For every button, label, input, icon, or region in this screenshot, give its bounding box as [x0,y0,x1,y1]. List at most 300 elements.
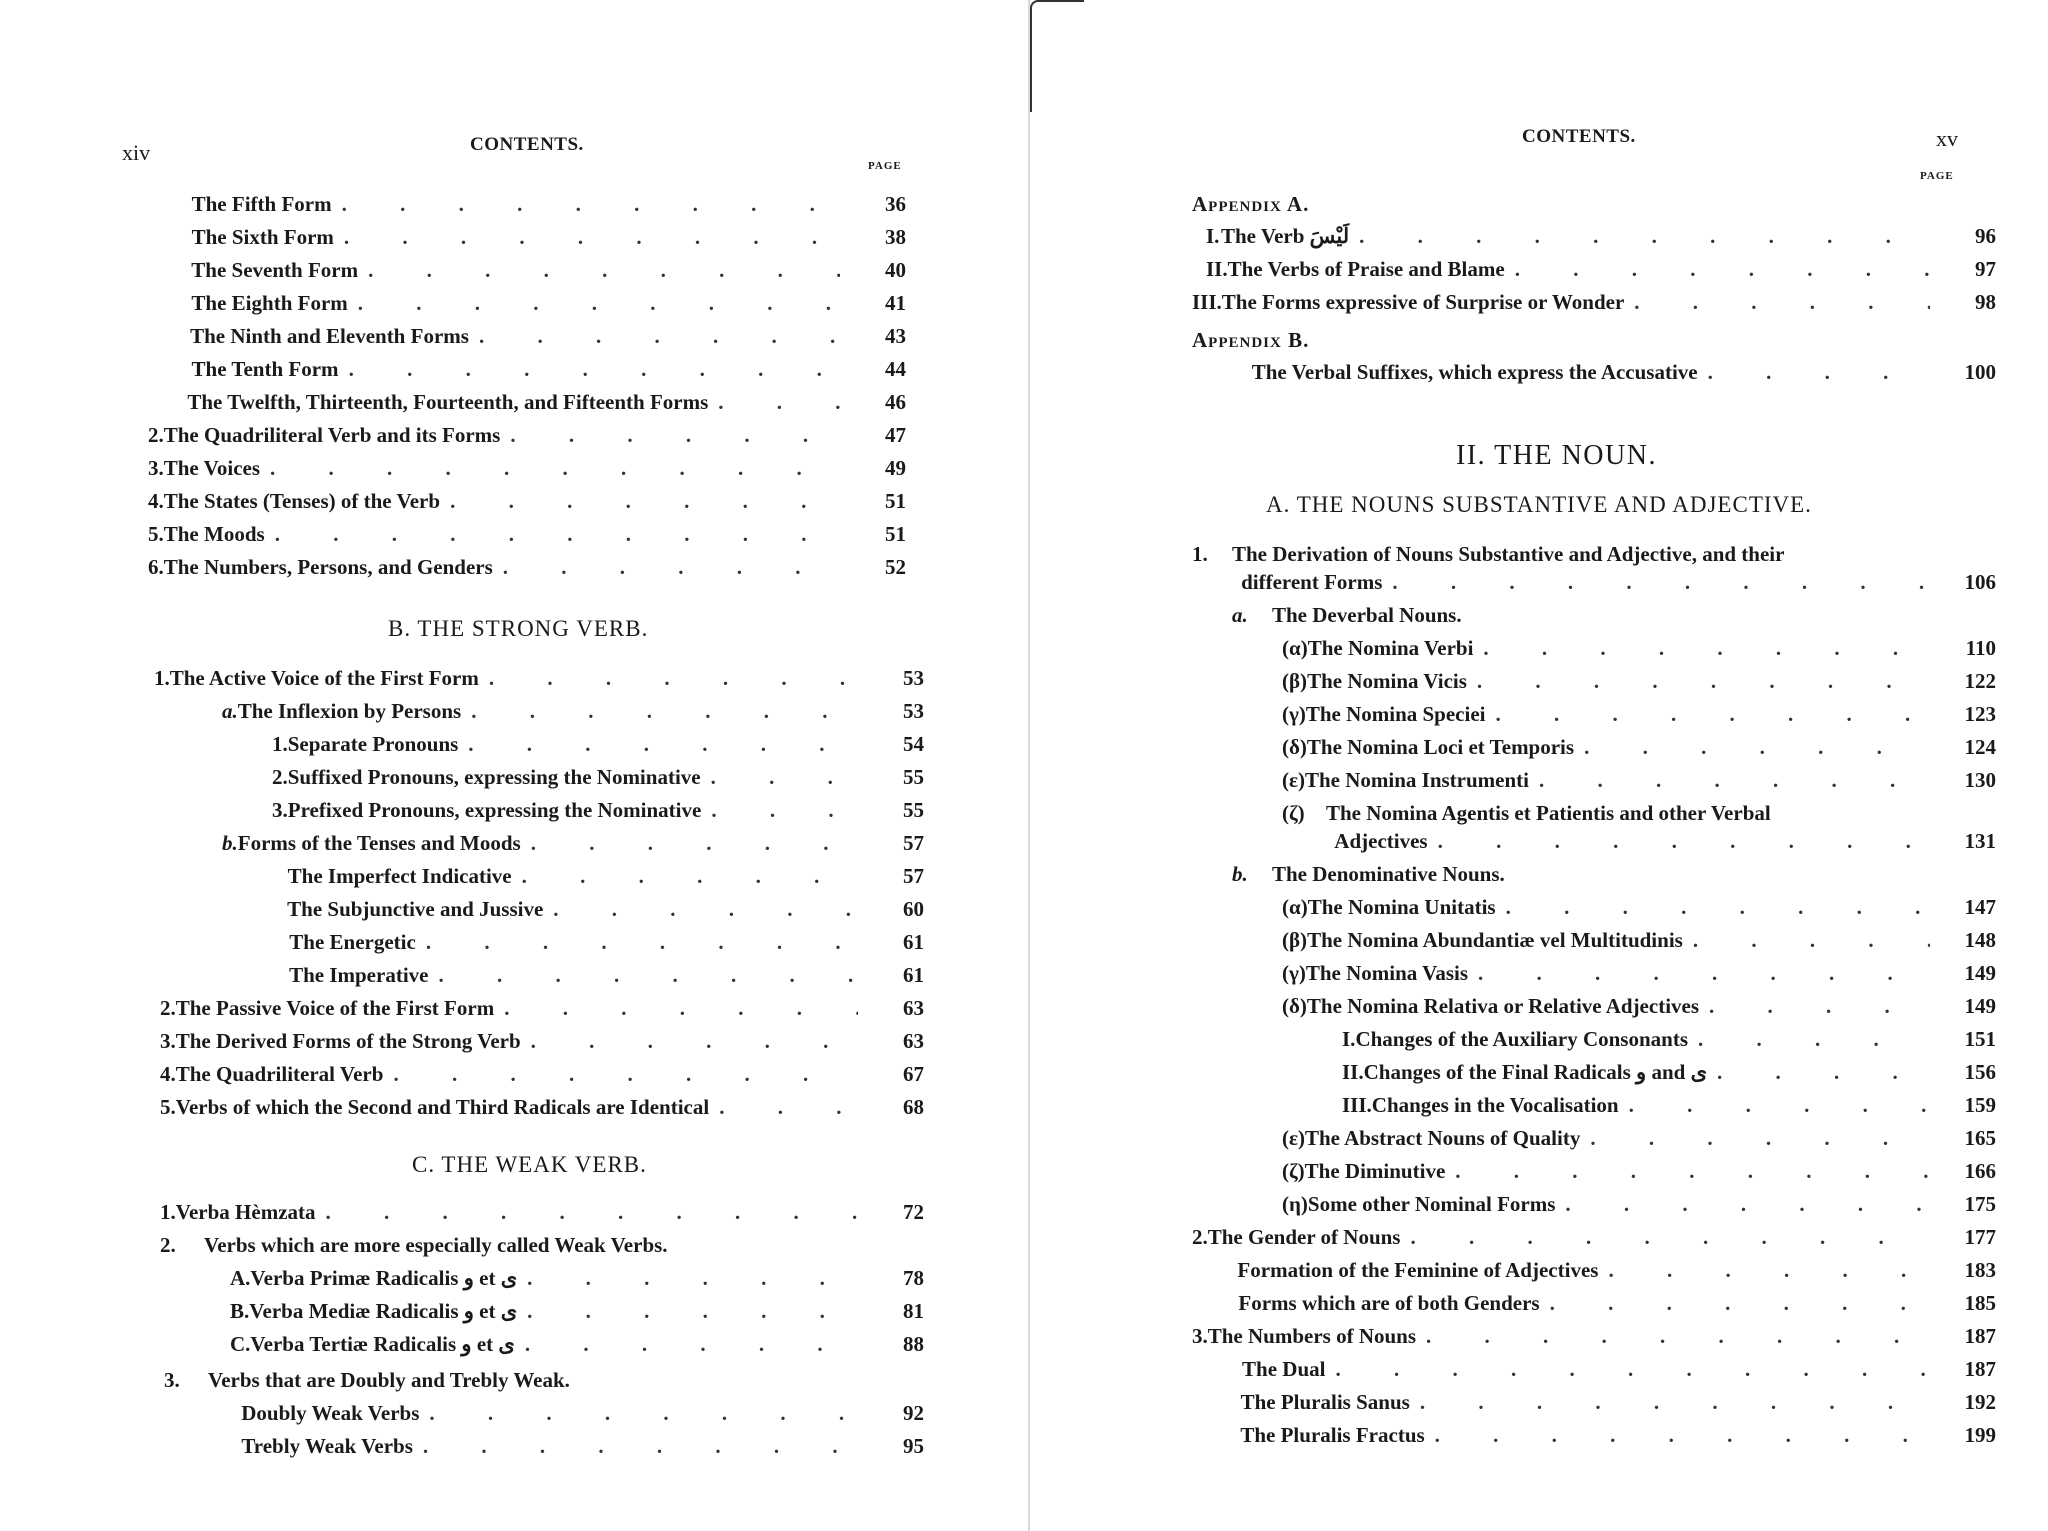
toc-entry-title: Verbs that are Doubly and Trebly Weak. [208,1368,570,1392]
toc-entry-page: 96 [1975,224,1996,248]
toc-entry-number: C. [230,1332,251,1356]
dot-leader [429,1401,858,1425]
dot-leader [1455,1159,1930,1183]
toc-entry [282,897,924,921]
dot-leader [1698,1027,1930,1051]
toc-entry-page: 47 [885,423,906,447]
dot-leader [1550,1291,1930,1315]
dot-leader [393,1062,858,1086]
toc-entry-number: A. [230,1266,251,1290]
dot-leader [368,258,840,282]
toc-entry [1282,636,1996,660]
toc-entry-page: 97 [1975,257,1996,281]
toc-entry-number: (γ) [1282,702,1306,726]
toc-entry-page: 53 [903,666,924,690]
toc-entry [148,423,906,447]
dot-leader [1709,994,1930,1018]
toc-entry-page: 44 [885,357,906,381]
dot-leader [1693,928,1930,952]
toc-entry-page: 122 [1964,669,1996,693]
dot-leader [522,864,858,888]
toc-entry [230,1299,924,1323]
toc-entry-page: 110 [1965,636,1996,660]
toc-entry [148,489,906,513]
toc-entry-title: The Pluralis Fractus [1240,1423,1425,1447]
toc-entry [282,864,924,888]
appendix-a-heading: Appendix A. [1192,192,1310,216]
toc-entry-title: The Deverbal Nouns. [1272,603,1462,627]
toc-entry-page: 36 [885,192,906,216]
toc-entry [272,798,924,822]
toc-entry-page: 67 [903,1062,924,1086]
toc-entry [160,1200,924,1224]
toc-entry-title: The Nomina Abundantiæ vel Multitudinis [1307,928,1683,952]
dot-leader [358,291,840,315]
dot-leader [718,390,840,414]
toc-entry-title: The Nomina Vicis [1307,669,1467,693]
toc-entry-title: Prefixed Pronouns, expressing the Nominative [287,798,702,822]
dot-leader [1438,829,1930,853]
toc-entry [160,1233,924,1257]
toc-entry-number: 6. [148,555,164,579]
toc-entry-page: 57 [903,831,924,855]
toc-entry-number: II. [1342,1060,1364,1084]
dot-leader [468,732,858,756]
toc-entry [1192,1225,1996,1249]
toc-entry-page: 124 [1964,735,1996,759]
dot-leader [531,831,858,855]
toc-entry-title: The Quadriliteral Verb and its Forms [163,423,501,447]
toc-entry-page: 61 [903,963,924,987]
toc-entry-title: Changes of the Auxiliary Consonants [1355,1027,1688,1051]
toc-entry [1282,1192,1996,1216]
toc-entry-page: 123 [1964,702,1996,726]
toc-entry-title: Verba Mediæ Radicalis و et ى [249,1299,518,1323]
toc-entry [230,1332,924,1356]
toc-entry [1232,570,1996,594]
page-number: xv [1936,126,1958,151]
dot-leader [531,1029,858,1053]
toc-entry-title: The Energetic [289,930,416,954]
toc-entry-title: The Verbs of Praise and Blame [1227,257,1505,281]
appendix-b-heading: Appendix B. [1192,328,1310,352]
toc-entry-title: The Quadriliteral Verb [175,1062,384,1086]
toc-entry-title: Forms of the Tenses and Moods [237,831,521,855]
toc-entry-page: 177 [1964,1225,1996,1249]
toc-entry-title: The Derived Forms of the Strong Verb [175,1029,521,1053]
toc-entry-title: Formation of the Feminine of Adjectives [1237,1258,1599,1282]
page-column-label: PAGE [868,160,902,172]
dot-leader [553,897,858,921]
toc-entry-title: different Forms [1241,570,1383,594]
dot-leader [423,1434,858,1458]
toc-entry [1342,1060,1996,1084]
toc-entry-title: Forms which are of both Genders [1238,1291,1540,1315]
dot-leader [326,1200,858,1224]
toc-entry-number: (ζ) [1282,1159,1305,1183]
toc-entry-title: The Derivation of Nouns Substantive and Adjective, and their [1232,542,1785,566]
dot-leader [1420,1390,1930,1414]
toc-entry-number: 2. [160,996,176,1020]
dot-leader [471,699,858,723]
toc-entry-number: III. [1342,1093,1372,1117]
toc-entry-page: 63 [903,1029,924,1053]
toc-entry-page: 148 [1964,928,1996,952]
toc-entry-number: (γ) [1282,961,1306,985]
toc-entry-title: The Nomina Relativa or Relative Adjectives [1306,994,1700,1018]
dot-leader [1435,1423,1930,1447]
toc-entry-page: 46 [885,390,906,414]
toc-entry [1206,257,1996,281]
toc-entry [222,831,924,855]
page-number: xiv [122,140,151,165]
toc-entry-title: The Verbal Suffixes, which express the Accusative [1251,360,1698,384]
toc-entry-title: The Abstract Nouns of Quality [1304,1126,1581,1150]
toc-entry-title: Verba Tertiæ Radicalis و et ى [250,1332,515,1356]
toc-entry-title: The Diminutive [1304,1159,1446,1183]
toc-entry-page: 43 [885,324,906,348]
toc-entry-number: 2. [160,1233,176,1257]
dot-leader [510,423,840,447]
toc-entry [1282,994,1996,1018]
dot-leader [270,456,840,480]
page-gutter [1028,0,1030,1531]
toc-entry-number: B. [230,1299,250,1323]
toc-entry-page: 88 [903,1332,924,1356]
toc-entry-page: 81 [903,1299,924,1323]
toc-entry-title: The Denominative Nouns. [1272,862,1505,886]
toc-entry-number: 1. [272,732,288,756]
toc-entry-number: (ε) [1282,768,1305,792]
toc-entry-page: 55 [903,798,924,822]
toc-entry-number: II. [1206,257,1228,281]
toc-entry [148,522,906,546]
dot-leader [527,1299,858,1323]
toc-entry [1232,1423,1996,1447]
toc-entry [1282,961,1996,985]
toc-entry [160,996,924,1020]
dot-leader [1708,360,1930,384]
page-column-label: PAGE [1920,170,1954,182]
toc-entry [1232,1390,1996,1414]
dot-leader [711,798,858,822]
dot-leader [1634,290,1930,314]
dot-leader [1495,702,1930,726]
dot-leader [1717,1060,1930,1084]
toc-entry-page: 41 [885,291,906,315]
toc-entry [1232,1357,1996,1381]
toc-entry-page: 175 [1964,1192,1996,1216]
left-page [0,0,1020,1531]
dot-leader [1539,768,1930,792]
toc-entry-title: The Nomina Loci et Temporis [1306,735,1575,759]
dot-leader [503,555,840,579]
dot-leader [1359,224,1930,248]
toc-entry [160,1095,924,1119]
section-heading-strong-verb: B. THE STRONG VERB. [388,616,649,641]
toc-entry-page: 166 [1964,1159,1996,1183]
toc-entry-page: 51 [885,489,906,513]
toc-entry-page: 49 [885,456,906,480]
toc-entry-title: The Nomina Agentis et Patientis and other Verbal [1326,801,1771,825]
toc-entry-title: The Nomina Unitatis [1307,895,1496,919]
toc-entry-title: The Numbers of Nouns [1207,1324,1417,1348]
toc-entry-title: The Moods [163,522,265,546]
dot-leader [1506,895,1930,919]
dot-leader [1565,1192,1930,1216]
toc-entry-page: 61 [903,930,924,954]
toc-entry-title: The Voices [163,456,261,480]
toc-entry-number: (β) [1282,928,1308,952]
toc-entry-title: The Nomina Vasis [1305,961,1469,985]
toc-entry-number: 1. [160,1200,176,1224]
section-heading-nouns: A. THE NOUNS SUBSTANTIVE AND ADJECTIVE. [1266,492,1812,517]
dot-leader [349,357,840,381]
dot-leader [489,666,858,690]
toc-entry [272,765,924,789]
toc-entry-page: 78 [903,1266,924,1290]
toc-entry-number: 1. [154,666,170,690]
dot-leader [527,1266,858,1290]
toc-entry-page: 131 [1964,829,1996,853]
toc-entry-number: a. [222,699,238,723]
toc-entry [1192,290,1996,314]
dot-leader [1515,257,1930,281]
toc-entry-title: The Gender of Nouns [1207,1225,1401,1249]
toc-entry [154,666,924,690]
toc-entry-number: a. [1232,603,1248,627]
toc-entry-title: The Nomina Verbi [1307,636,1474,660]
toc-entry [1282,895,1996,919]
toc-entry [1282,801,1996,825]
toc-entry-number: (δ) [1282,735,1307,759]
toc-entry [1282,1159,1996,1183]
toc-entry [1232,862,1996,886]
toc-entry-number: (η) [1282,1192,1308,1216]
toc-entry-page: 199 [1964,1423,1996,1447]
toc-entry-number: 3. [1192,1324,1208,1348]
toc-entry [1192,542,1996,566]
toc-entry-page: 54 [903,732,924,756]
dot-leader [438,963,858,987]
dot-leader [1410,1225,1930,1249]
toc-entry-page: 72 [903,1200,924,1224]
toc-entry-page: 51 [885,522,906,546]
toc-entry [1342,1027,1996,1051]
toc-entry-page: 187 [1964,1324,1996,1348]
toc-entry [234,1434,924,1458]
toc-entry-number: b. [222,831,238,855]
toc-entry-page: 151 [1964,1027,1996,1051]
toc-entry-number: 3. [160,1029,176,1053]
dot-leader [426,930,858,954]
dot-leader [1629,1093,1930,1117]
toc-entry [1282,928,1996,952]
toc-entry-title: Verba Hèmzata [175,1200,316,1224]
toc-entry [186,225,906,249]
toc-entry [222,699,924,723]
dot-leader [479,324,840,348]
dot-leader [1426,1324,1930,1348]
toc-entry-title: The Imperative [289,963,429,987]
toc-entry-title: The Dual [1242,1357,1326,1381]
toc-entry [1282,735,1996,759]
toc-entry [186,258,906,282]
toc-entry-page: 106 [1964,570,1996,594]
toc-entry-title: Verba Primæ Radicalis و et ى [250,1266,518,1290]
toc-entry-page: 147 [1964,895,1996,919]
toc-entry [230,1266,924,1290]
toc-entry-title: The Inflexion by Persons [237,699,462,723]
toc-entry-number: I. [1206,224,1220,248]
toc-entry [1232,1258,1996,1282]
toc-entry-page: 149 [1964,994,1996,1018]
dot-leader [719,1095,858,1119]
toc-entry-title: The Verb لَيْسَ [1220,224,1350,248]
right-page [1036,0,2048,1531]
toc-entry-number: 4. [160,1062,176,1086]
toc-entry-page: 149 [1964,961,1996,985]
dot-leader [275,522,840,546]
toc-entry [1232,1291,1996,1315]
toc-entry [272,732,924,756]
dot-leader [1608,1258,1930,1282]
dot-leader [1584,735,1930,759]
toc-entry-page: 183 [1964,1258,1996,1282]
toc-entry [1326,829,1996,853]
dot-leader [711,765,858,789]
toc-entry [1192,1324,1996,1348]
toc-entry-page: 60 [903,897,924,921]
toc-entry [234,1401,924,1425]
toc-entry [186,357,906,381]
section-heading-weak-verb: C. THE WEAK VERB. [412,1152,647,1177]
toc-entry [1206,224,1996,248]
toc-entry-page: 52 [885,555,906,579]
toc-entry [148,555,906,579]
part-heading-noun: II. THE NOUN. [1456,440,1657,471]
toc-entry-number: (ε) [1282,1126,1305,1150]
toc-entry-page: 187 [1964,1357,1996,1381]
toc-entry-page: 55 [903,765,924,789]
toc-entry-title: The Passive Voice of the First Form [175,996,495,1020]
toc-entry-page: 38 [885,225,906,249]
toc-entry [160,1029,924,1053]
toc-entry-number: 3. [148,456,164,480]
running-head: CONTENTS. [1522,126,1636,147]
toc-entry-title: The Active Voice of the First Form [169,666,479,690]
toc-entry [1282,702,1996,726]
toc-entry-page: 57 [903,864,924,888]
dot-leader [504,996,858,1020]
toc-entry [186,192,906,216]
toc-entry [160,1062,924,1086]
toc-entry [186,324,906,348]
toc-entry-number: 2. [1192,1225,1208,1249]
running-head: CONTENTS. [470,134,584,155]
toc-entry [282,930,924,954]
toc-entry-number: I. [1342,1027,1356,1051]
toc-entry-title: Some other Nominal Forms [1307,1192,1556,1216]
toc-entry-title: The Sixth Form [191,225,334,249]
toc-entry-title: The Numbers, Persons, and Genders [163,555,493,579]
toc-entry-page: 98 [1975,290,1996,314]
toc-entry-page: 100 [1964,360,1996,384]
toc-entry [186,390,906,414]
toc-entry-number: 3. [272,798,288,822]
dot-leader [525,1332,858,1356]
toc-entry-page: 92 [903,1401,924,1425]
toc-entry-title: The Eighth Form [191,291,348,315]
dot-leader [1335,1357,1930,1381]
toc-entry-page: 185 [1964,1291,1996,1315]
toc-entry-number: 1. [1192,542,1208,566]
toc-entry-title: The Pluralis Sanus [1240,1390,1410,1414]
toc-entry-title: The Seventh Form [191,258,359,282]
toc-entry-title: Doubly Weak Verbs [241,1401,420,1425]
toc-entry [148,456,906,480]
dot-leader [1483,636,1930,660]
toc-entry-title: Changes in the Vocalisation [1371,1093,1619,1117]
toc-entry-title: The Nomina Instrumenti [1304,768,1529,792]
toc-entry-page: 68 [903,1095,924,1119]
toc-entry [186,291,906,315]
toc-entry [164,1368,924,1392]
toc-entry-page: 159 [1964,1093,1996,1117]
toc-entry-number: 3. [164,1368,180,1392]
toc-entry-page: 53 [903,699,924,723]
toc-entry [1282,1126,1996,1150]
toc-entry-number: III. [1192,290,1222,314]
toc-entry-number: 4. [148,489,164,513]
toc-entry-title: The Forms expressive of Surprise or Wonder [1221,290,1625,314]
toc-entry-number: b. [1232,862,1248,886]
dot-leader [1590,1126,1930,1150]
toc-entry [1232,603,1996,627]
toc-entry-number: 2. [272,765,288,789]
toc-entry-number: (α) [1282,895,1308,919]
dot-leader [344,225,840,249]
dot-leader [342,192,840,216]
toc-entry-page: 192 [1964,1390,1996,1414]
toc-entry-title: Suffixed Pronouns, expressing the Nominative [287,765,701,789]
toc-entry-number: (α) [1282,636,1308,660]
toc-entry-title: The Tenth Form [191,357,339,381]
toc-entry-page: 156 [1964,1060,1996,1084]
toc-entry-page: 40 [885,258,906,282]
toc-entry-title: The Ninth and Eleventh Forms [190,324,469,348]
dot-leader [1478,961,1930,985]
toc-entry [1342,1093,1996,1117]
dot-leader [1392,570,1930,594]
toc-entry-title: The Twelfth, Thirteenth, Fourteenth, and Fifteenth Forms [187,390,709,414]
toc-entry-title: Verbs of which the Second and Third Radicals are Identical [175,1095,710,1119]
toc-entry-title: The States (Tenses) of the Verb [163,489,441,513]
toc-entry-title: Trebly Weak Verbs [241,1434,413,1458]
toc-entry-title: The Imperfect Indicative [287,864,512,888]
toc-entry-title: The Nomina Speciei [1305,702,1486,726]
toc-entry [1282,768,1996,792]
toc-entry [1282,669,1996,693]
toc-entry-page: 63 [903,996,924,1020]
toc-entry-page: 165 [1964,1126,1996,1150]
toc-entry-title: Changes of the Final Radicals و and ى [1363,1060,1707,1084]
toc-entry-title: Adjectives [1334,829,1428,853]
toc-entry-number: (ζ) [1282,801,1305,825]
toc-entry-number: 5. [148,522,164,546]
toc-entry-page: 130 [1964,768,1996,792]
toc-entry [282,963,924,987]
